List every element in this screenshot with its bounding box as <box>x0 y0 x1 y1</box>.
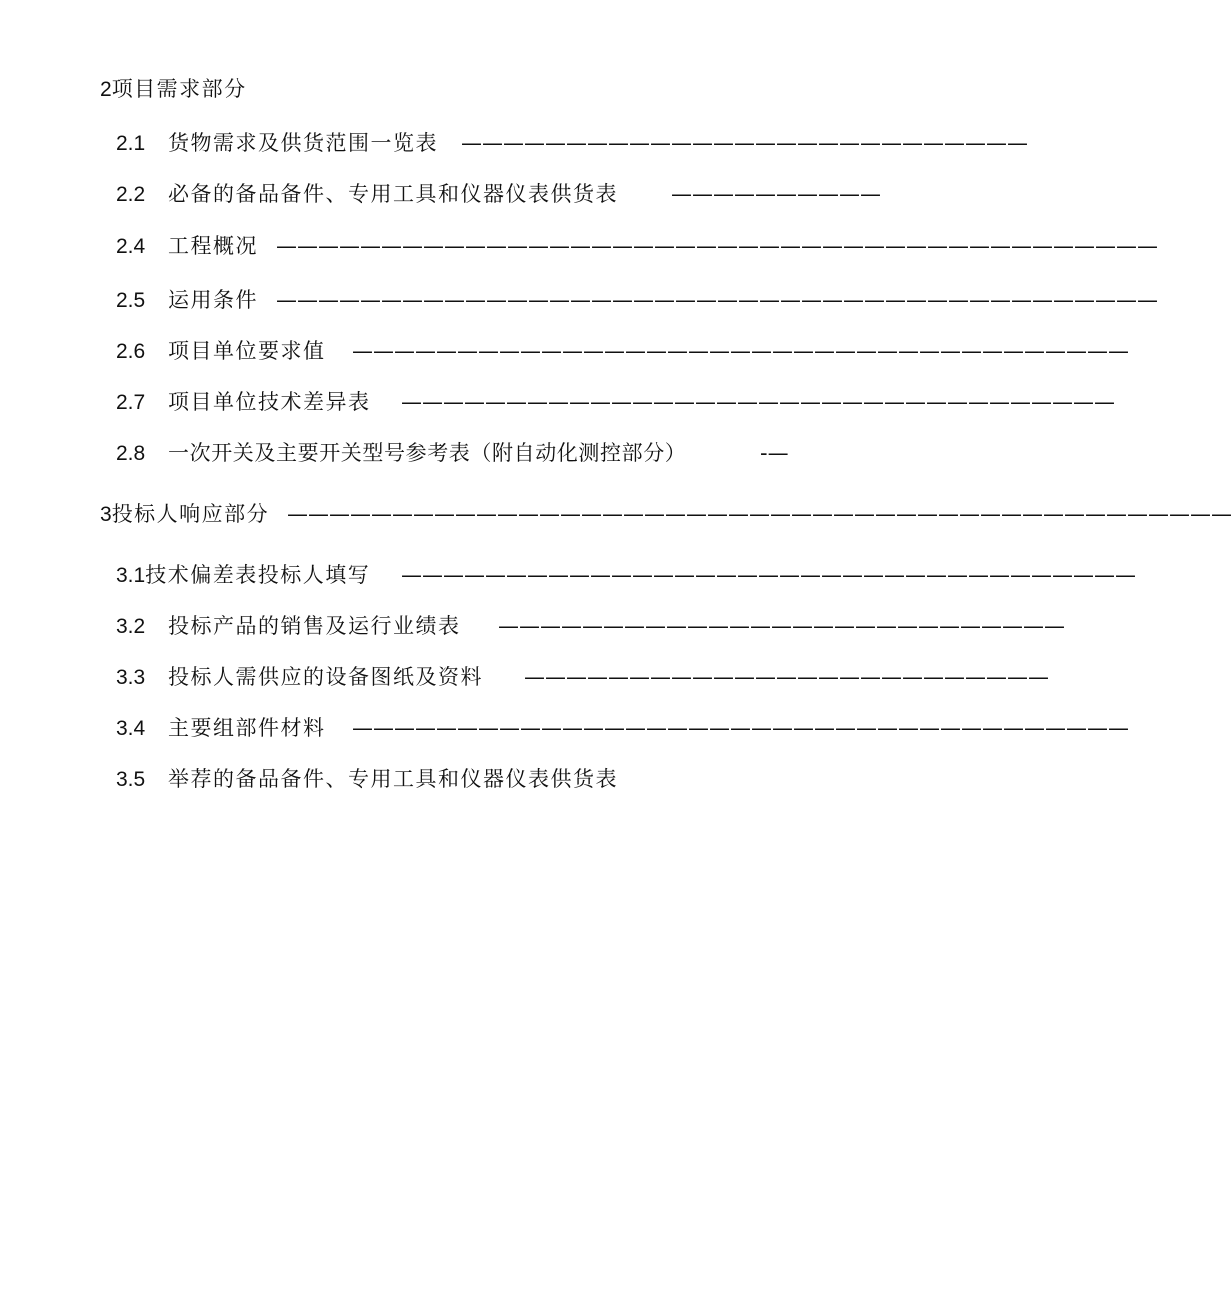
toc-item-title: 货物需求及供货范围一览表 <box>168 131 438 155</box>
toc-item-number: 2.7 <box>116 391 146 414</box>
toc-leader: —————————————————————————————————————————— <box>276 234 1158 258</box>
toc-item-number: 2.1 <box>116 132 146 155</box>
toc-item-2-1[interactable] <box>116 129 1028 158</box>
toc-item-2-6[interactable] <box>116 337 1129 366</box>
toc-item-3-1[interactable] <box>116 561 1136 590</box>
toc-leader: ————————————————————————— <box>524 665 1049 689</box>
toc-section-3[interactable] <box>100 500 1232 529</box>
toc-item-2-4[interactable] <box>116 232 1158 261</box>
toc-item-2-5[interactable] <box>116 286 1158 315</box>
toc-item-number: 2.2 <box>116 183 146 206</box>
toc-item-number: 3.1 <box>116 564 146 587</box>
toc-item-3-5[interactable] <box>116 765 618 794</box>
toc-item-title: 一次开关及主要开关型号参考表（附自动化测控部分） <box>168 441 687 465</box>
toc-leader: ——————————————————————————— <box>461 131 1028 155</box>
toc-leader: ——————————————————————————— <box>498 614 1065 638</box>
toc-item-title: 投标人需供应的设备图纸及资料 <box>168 665 483 689</box>
toc-item-title: 技术偏差表投标人填写 <box>145 563 371 587</box>
toc-section-number: 2 <box>100 78 112 101</box>
toc-item-2-2[interactable] <box>116 180 881 209</box>
toc-leader: ————————————————————————————————————— <box>352 339 1129 363</box>
toc-item-title: 项目单位技术差异表 <box>168 390 371 414</box>
toc-item-number: 2.6 <box>116 340 146 363</box>
toc-item-2-7[interactable] <box>116 388 1115 417</box>
toc-item-number: 2.5 <box>116 289 146 312</box>
toc-leader: —————————————————————————————————————————— <box>276 288 1158 312</box>
toc-item-number: 3.4 <box>116 717 146 740</box>
toc-item-title: 必备的备品备件、专用工具和仪器仪表供货表 <box>168 182 618 206</box>
toc-item-number: 3.2 <box>116 615 146 638</box>
toc-leader: —————————————————————————————————— <box>401 390 1115 414</box>
toc-section-title: 投标人响应部分 <box>111 502 270 526</box>
toc-item-title: 主要组部件材料 <box>168 716 326 740</box>
toc-item-title: 项目单位要求值 <box>168 339 326 363</box>
toc-item-number: 2.8 <box>116 442 146 465</box>
toc-item-3-4[interactable] <box>116 714 1129 743</box>
toc-leader: ————————————————————————————————————————————— <box>287 502 1232 526</box>
toc-section-2[interactable] <box>100 75 247 104</box>
toc-item-title: 工程概况 <box>168 234 258 258</box>
toc-leader: —————————— <box>671 182 881 206</box>
toc-item-3-2[interactable] <box>116 612 1065 641</box>
toc-leader: ——————————————————————————————————— <box>401 563 1136 587</box>
toc-item-number: 3.5 <box>116 768 146 791</box>
toc-item-title: 投标产品的销售及运行业绩表 <box>168 614 461 638</box>
toc-item-number: 2.4 <box>116 235 146 258</box>
toc-item-3-3[interactable] <box>116 663 1049 692</box>
toc-section-number: 3 <box>100 503 112 526</box>
toc-item-title: 举荐的备品备件、专用工具和仪器仪表供货表 <box>168 767 618 791</box>
toc-leader: ————————————————————————————————————— <box>352 716 1129 740</box>
toc-item-title: 运用条件 <box>168 288 258 312</box>
toc-item-2-8[interactable] <box>116 439 789 468</box>
toc-section-title: 项目需求部分 <box>111 77 247 101</box>
toc-leader: -— <box>760 441 789 465</box>
toc-item-number: 3.3 <box>116 666 146 689</box>
